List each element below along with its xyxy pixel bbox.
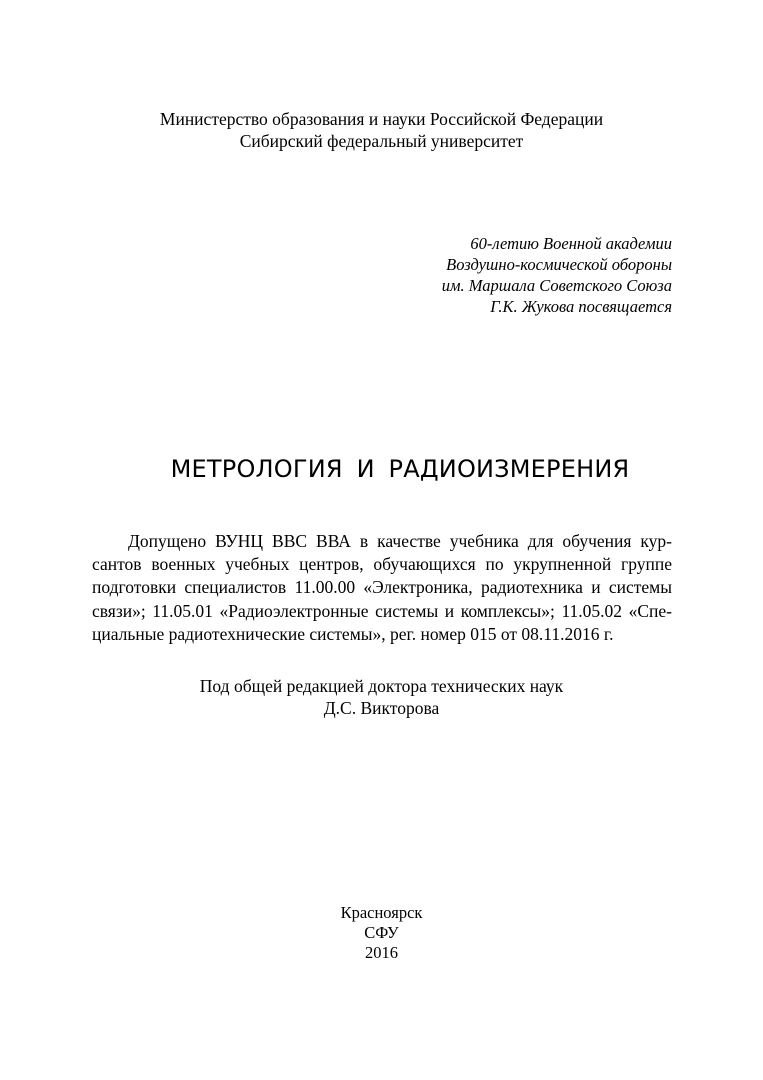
imprint-year: 2016 [365, 943, 398, 962]
approval-line: циальные радиотехнические системы», рег. номер 015 от 08.11.2016 г. [92, 623, 614, 644]
dedication-line: им. Маршала Советского Союза [441, 276, 672, 295]
approval-line: связи»; 11.05.01 «Радиоэлектронные системы и комплексы»; 11.05.02 «Спе- [92, 600, 672, 621]
approval-line: сантов военных учебных центров, обучающихся по укрупненной группе [92, 554, 672, 575]
approval-line: Допущено ВУНЦ ВВС ВВА в качестве учебника для обучения кур- [128, 531, 672, 551]
dedication-line: 60-летию Военной академии [470, 234, 672, 253]
dedication-line: Воздушно-космической обороны [446, 255, 672, 274]
approval-line: подготовки специалистов 11.00.00 «Электроника, радиотехника и системы [92, 577, 672, 598]
dedication-line: Г.К. Жукова посвящается [490, 297, 672, 316]
imprint-publisher: СФУ [364, 923, 399, 942]
editor-name: Д.С. Викторова [323, 698, 440, 718]
book-title: МЕТРОЛОГИЯ И РАДИОИЗМЕРЕНИЯ [170, 455, 630, 483]
approval-paragraph [92, 530, 672, 646]
imprint-city: Красноярск [340, 903, 423, 922]
university-name: Сибирский федеральный университет [239, 131, 524, 151]
ministry-name: Министерство образования и науки Российской Федерации [159, 109, 604, 129]
editor-caption: Под общей редакцией доктора технических наук [199, 676, 564, 696]
